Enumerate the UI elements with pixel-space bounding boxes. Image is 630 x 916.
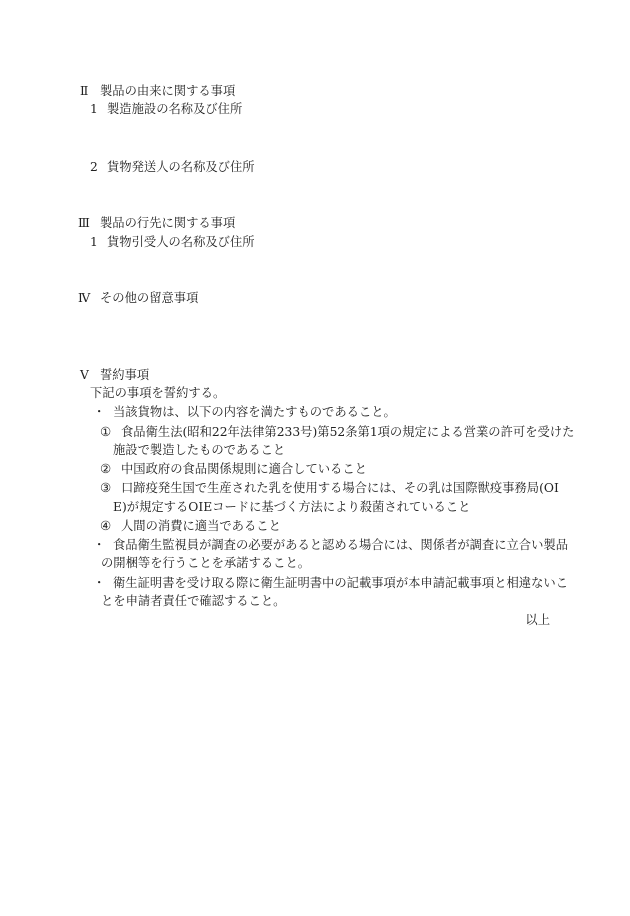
sub-item-2: 中国政府の食品関係規則に適合していること	[121, 462, 367, 476]
sub-number: ②	[100, 462, 112, 476]
section-4-title: その他の留意事項	[100, 291, 199, 305]
sub-number: ④	[100, 519, 112, 533]
section-3-number: Ⅲ	[78, 216, 90, 230]
pledge-3-cont: とを申請者責任で確認すること。	[101, 594, 286, 608]
sub-number: ①	[100, 425, 112, 439]
closing-mark: 以上	[525, 613, 550, 627]
sub-item-1: 食品衛生法(昭和22年法律第233号)第52条第1項の規定による営業の許可を受けた	[121, 425, 575, 439]
item-label: 製造施設の名称及び住所	[107, 102, 243, 116]
pledge-intro: 下記の事項を誓約する。	[90, 386, 226, 400]
item-number: 2	[90, 160, 98, 174]
bullet: ・	[93, 538, 106, 552]
sub-number: ③	[100, 481, 112, 495]
section-2-title: 製品の由来に関する事項	[100, 84, 236, 98]
item-number: 1	[90, 102, 98, 116]
section-2-number: Ⅱ	[80, 84, 89, 98]
sub-item-4: 人間の消費に適当であること	[121, 519, 281, 533]
pledge-2: 食品衛生監視員が調査の必要があると認める場合には、関係者が調査に立合い製品	[113, 538, 568, 552]
item-label: 貨物引受人の名称及び住所	[107, 235, 255, 249]
section-5-number: Ⅴ	[80, 368, 89, 382]
section-5-title: 誓約事項	[100, 368, 150, 382]
sub-item-3: 口蹄疫発生国で生産された乳を使用する場合には、その乳は国際獣疫事務局(OI	[121, 481, 559, 495]
bullet: ・	[93, 405, 106, 419]
bullet: ・	[93, 576, 106, 590]
section-3-title: 製品の行先に関する事項	[100, 216, 236, 230]
pledge-1: 当該貨物は、以下の内容を満たすものであること。	[113, 405, 396, 419]
item-label: 貨物発送人の名称及び住所	[107, 160, 255, 174]
pledge-2-cont: の開梱等を行うことを承諾すること。	[101, 556, 311, 570]
pledge-3: 衛生証明書を受け取る際に衛生証明書中の記載事項が本申請記載事項と相違ないこ	[113, 576, 568, 590]
sub-item-3-cont: E)が規定するOIEコードに基づく方法により殺菌されていること	[113, 500, 471, 514]
item-number: 1	[90, 235, 98, 249]
section-4-number: Ⅳ	[78, 291, 91, 305]
sub-item-1-cont: 施設で製造したものであること	[113, 443, 286, 457]
